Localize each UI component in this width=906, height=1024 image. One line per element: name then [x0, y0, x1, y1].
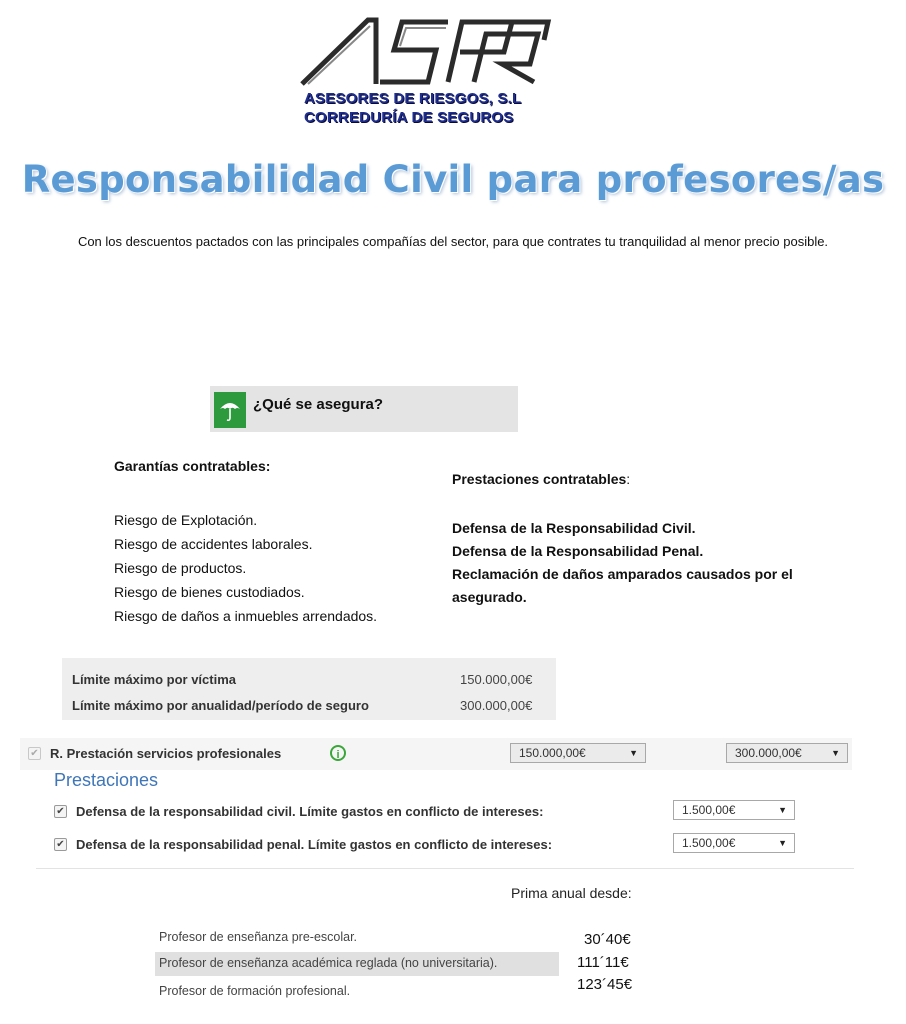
prestaciones-heading — [452, 471, 630, 487]
list-item: Defensa de la Responsabilidad Civil. — [452, 520, 696, 536]
victim-limit-select[interactable] — [510, 743, 646, 763]
prima-price: 123´45€ — [577, 976, 633, 993]
prestaciones-list — [452, 517, 812, 609]
select-value: 1.500,00€ — [682, 803, 736, 817]
penal-defense-label: Defensa de la responsabilidad penal. Límite gastos en conflicto de intereses: — [76, 837, 553, 852]
list-item: Riesgo de daños a inmuebles arrendados. — [114, 608, 378, 624]
info-icon[interactable]: i — [330, 745, 346, 761]
limit-label: Límite máximo por anualidad/período de seguro — [72, 698, 369, 713]
prima-row — [155, 952, 559, 976]
company-logo — [298, 12, 560, 134]
page-subtitle: Con los descuentos pactados con las principales compañías del sector, para que contrates tu tranquilidad al menor precio posible. — [77, 234, 829, 249]
limit-value: 300.000,00€ — [460, 698, 533, 713]
penal-defense-select[interactable] — [673, 833, 795, 853]
chevron-down-icon: ▼ — [778, 805, 787, 815]
select-value: 150.000,00€ — [519, 746, 586, 760]
list-item: Reclamación de daños amparados causados por el asegurado. — [452, 566, 793, 605]
prima-price: 111´11€ — [577, 954, 629, 971]
select-value: 1.500,00€ — [682, 836, 736, 850]
civil-defense-checkbox[interactable]: ✔ — [54, 805, 67, 818]
prima-price: 30´40€ — [584, 931, 631, 948]
prima-label: Profesor de formación profesional. — [159, 984, 351, 998]
garantias-heading: Garantías contratables: — [114, 458, 271, 474]
prima-row — [155, 926, 559, 950]
limit-label: Límite máximo por víctima — [72, 672, 236, 687]
prestaciones-heading-colon: : — [626, 471, 631, 487]
penal-defense-checkbox[interactable]: ✔ — [54, 838, 67, 851]
chevron-down-icon: ▼ — [629, 748, 638, 758]
asr-logo-graphic — [298, 12, 560, 92]
logo-company-name: ASESORES DE RIESGOS, S.L — [304, 90, 522, 107]
annual-limit-select[interactable] — [726, 743, 848, 763]
prima-heading: Prima anual desde: — [511, 885, 632, 901]
prima-row — [155, 980, 559, 1004]
chevron-down-icon: ▼ — [778, 838, 787, 848]
coverage-label: R. Prestación servicios profesionales — [50, 746, 282, 761]
prima-label: Profesor de enseñanza pre-escolar. — [159, 930, 358, 944]
coverage-checkbox[interactable]: ✔ — [28, 747, 41, 760]
list-item: Riesgo de accidentes laborales. — [114, 536, 313, 552]
select-value: 300.000,00€ — [735, 746, 802, 760]
logo-company-type: CORREDURÍA DE SEGUROS — [304, 109, 514, 126]
list-item: Riesgo de Explotación. — [114, 512, 258, 528]
que-se-asegura-label: ¿Qué se asegura? — [253, 396, 384, 413]
page-title: Responsabilidad Civil para profesores/as — [21, 158, 885, 201]
limits-table — [62, 658, 556, 720]
limit-value: 150.000,00€ — [460, 672, 533, 687]
prima-label: Profesor de enseñanza académica reglada (no universitaria). — [159, 956, 498, 970]
list-item: Riesgo de bienes custodiados. — [114, 584, 305, 600]
civil-defense-label: Defensa de la responsabilidad civil. Límite gastos en conflicto de intereses: — [76, 804, 544, 819]
chevron-down-icon: ▼ — [831, 748, 840, 758]
umbrella-icon — [214, 392, 246, 428]
garantias-list — [114, 508, 377, 628]
list-item: Riesgo de productos. — [114, 560, 247, 576]
civil-defense-select[interactable] — [673, 800, 795, 820]
coverage-row — [20, 738, 852, 770]
prestaciones-subheading: Prestaciones — [54, 770, 159, 790]
prestaciones-heading-text: Prestaciones contratables — [452, 471, 627, 487]
list-item: Defensa de la Responsabilidad Penal. — [452, 543, 704, 559]
